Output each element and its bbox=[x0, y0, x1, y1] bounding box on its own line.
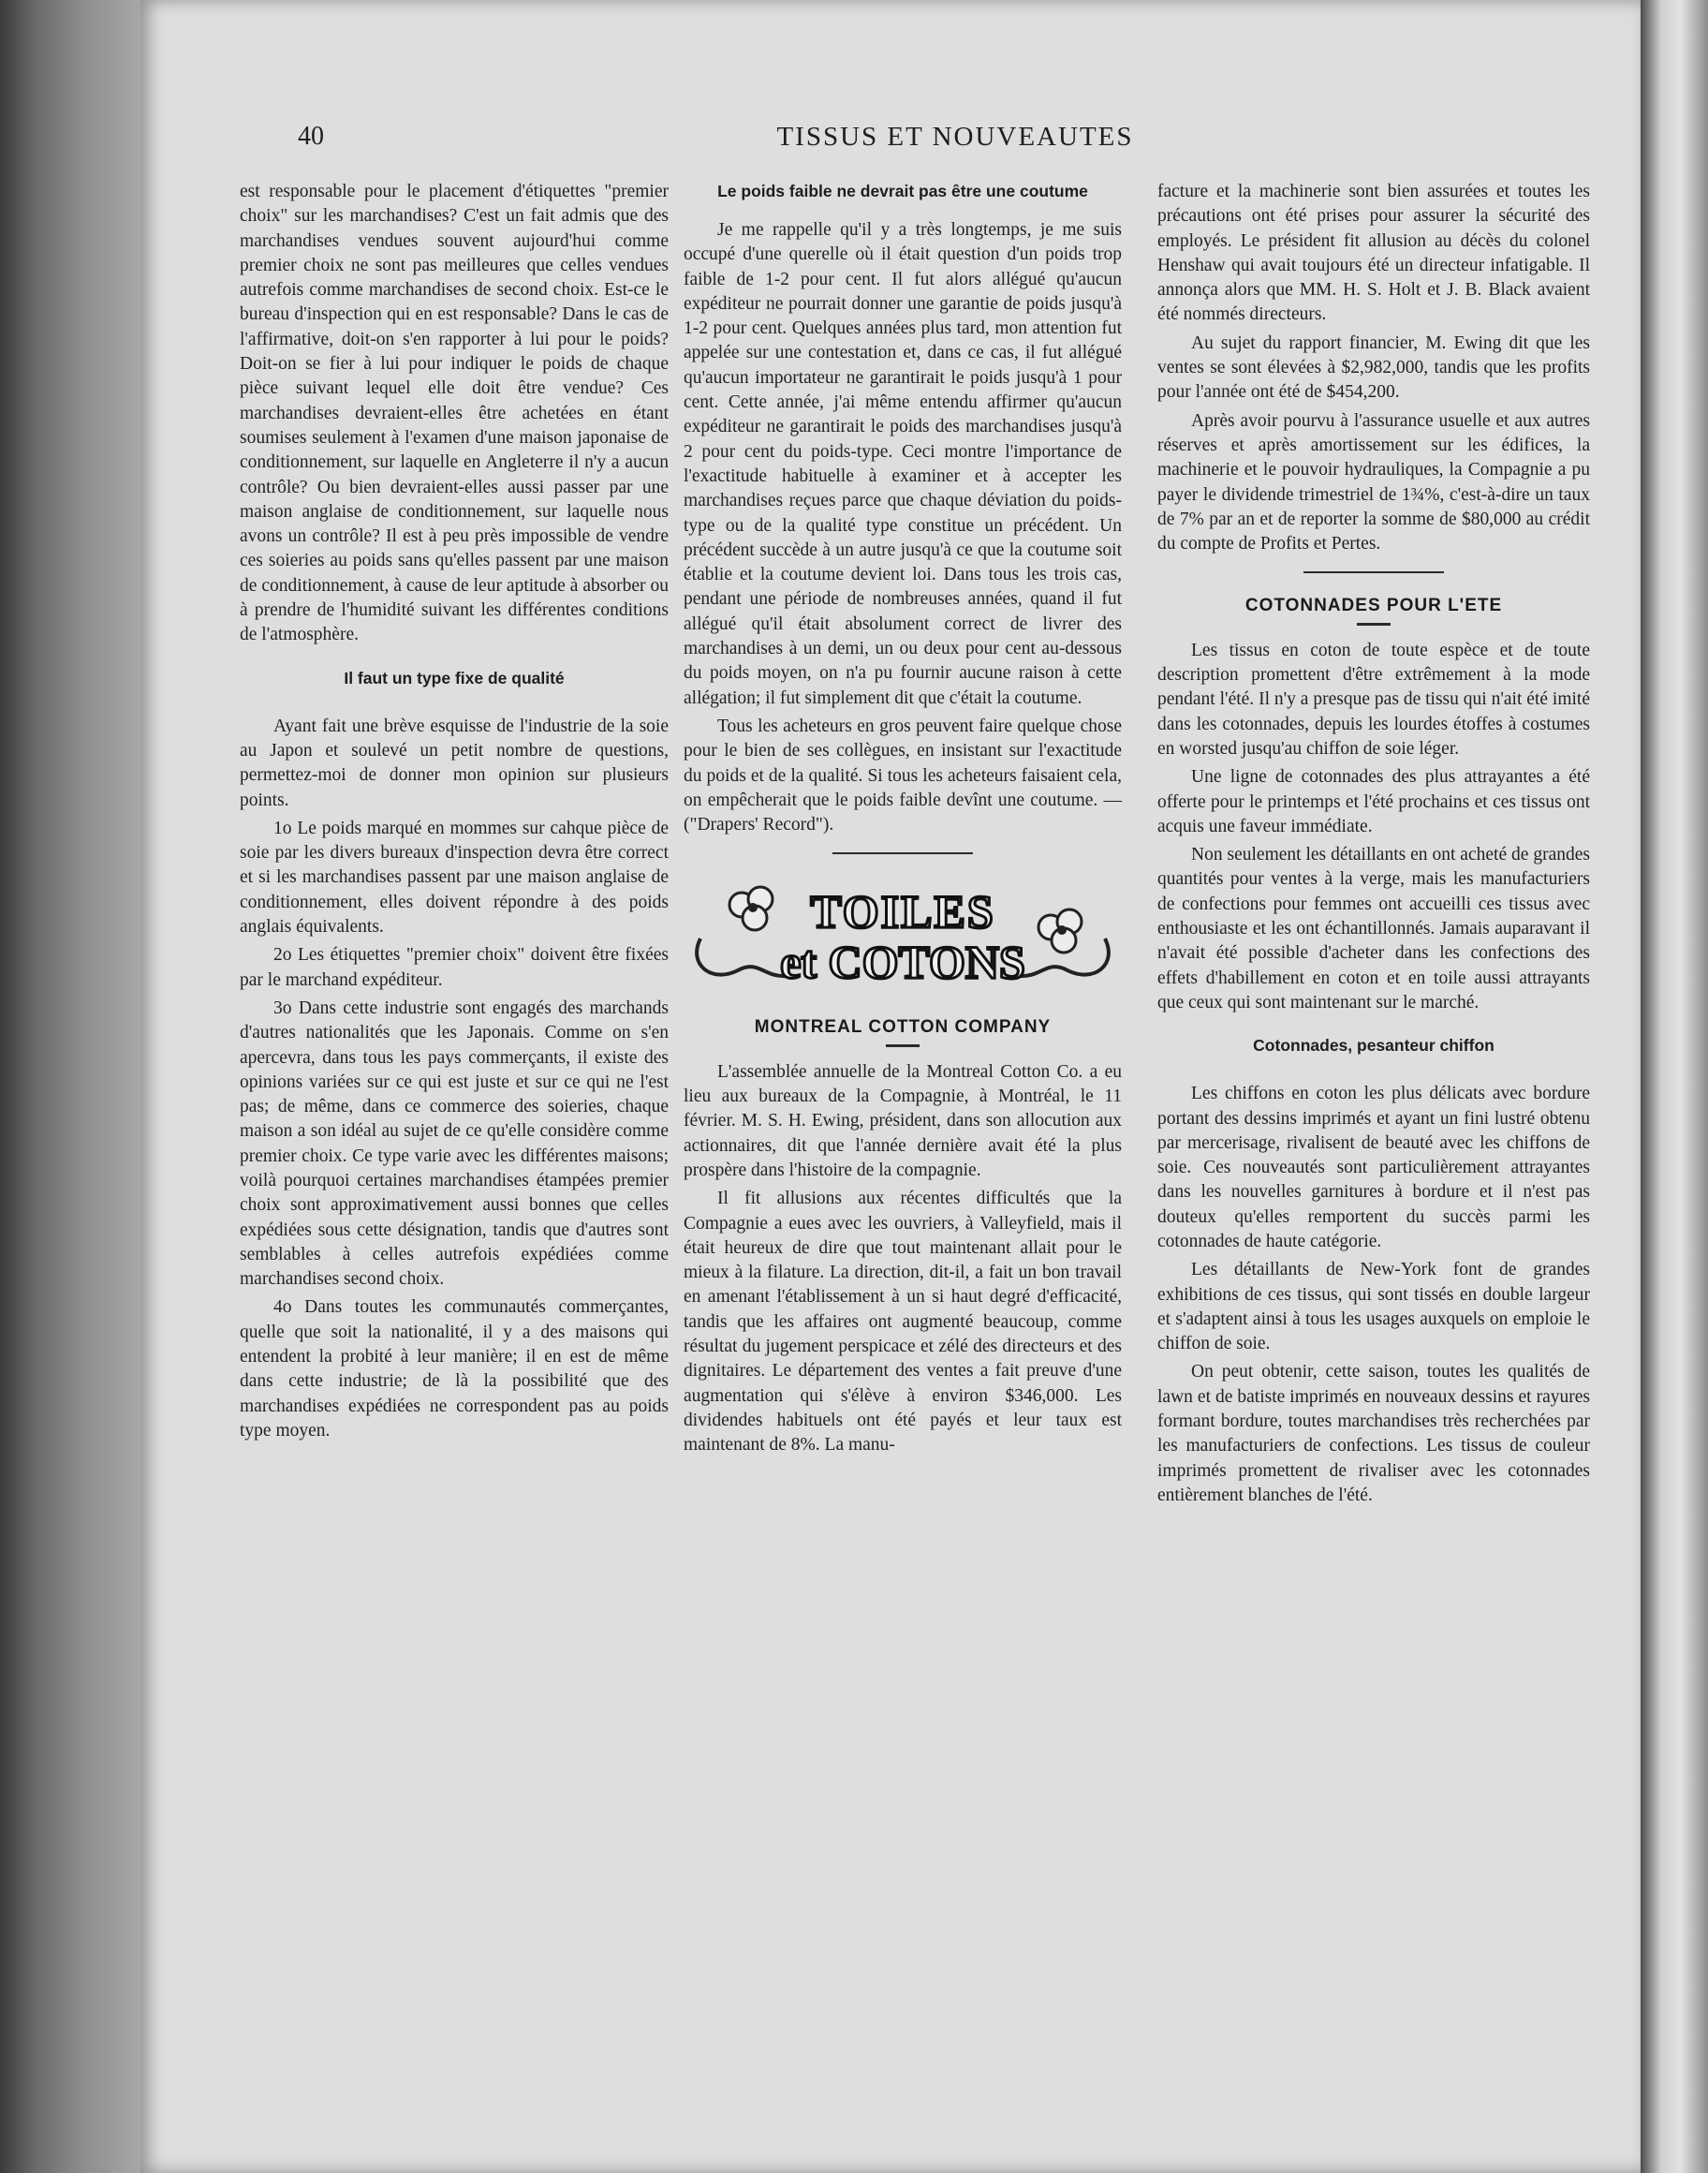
subheading: Il faut un type fixe de qualité bbox=[344, 668, 565, 687]
column-1 bbox=[240, 180, 669, 1447]
paragraph: facture et la machinerie sont bien assurées et toutes les précautions ont été prises pour assurer la sécurité des employés. Le président fit allusion au décès du colonel Henshaw qui avait toujours été un directeur infatigable. Il annonça alors que MM. H. S. Holt et J. B. Black avaient été nommés directeurs. bbox=[1157, 182, 1590, 325]
flower-icon bbox=[1038, 909, 1082, 953]
toiles-et-cotons-banner bbox=[684, 873, 1122, 995]
book-binding-left bbox=[0, 0, 140, 2173]
paragraph: Ayant fait une brève esquisse de l'industrie de la soie au Japon et soulevé un petit nombre de questions, permettez-moi de donner mon opinion sur plusieurs points. bbox=[240, 716, 669, 810]
paragraph: L'assemblée annuelle de la Montreal Cotton Co. a eu lieu aux bureaux de la Compagnie, à Montréal, le 11 février. M. S. H. Ewing, président, dans son allocution aux actionnaires, dit que l'année dernière avait été la plus prospère dans l'histoire de la compagnie. bbox=[684, 1061, 1122, 1180]
paragraph: 2o Les étiquettes "premier choix" doivent être fixées par le marchand expéditeur. bbox=[240, 945, 669, 990]
title-dash bbox=[1357, 623, 1391, 626]
paragraph: est responsable pour le placement d'étiquettes "premier choix" sur les marchandises? C'est un fait admis que des marchandises vendues souvent aujourd'hui comme premier choix ne sont pas meilleures que celles vendues autrefois comme marchandises de second choix. Est-ce le bureau d'inspection qui en est responsable? Dans le cas de l'affirmative, doit-on s'en rapporter à lui pour le poids? Doit-on se fier à lui pour indiquer le poids de chaque pièce suivant lequel elle doit être vendue? Ces marchandises devraient-elles être achetées en étant soumises seulement à l'examen d'une maison japonaise de conditionnement, sur laquelle en Angleterre il n'y a aucun contrôle? Ou bien devraient-elles aussi passer par une maison anglaise de conditionnement, sur laquelle nous avons un contrôle? Il est à peu près impossible de vendre ces soieries au poids sans qu'elles passent par une maison de conditionnement, à cause de leur aptitude à absorber ou à prendre de l'humidité suivant les différentes conditions de l'atmosphère. bbox=[240, 182, 669, 645]
journal-title: TISSUS ET NOUVEAUTES bbox=[776, 122, 1134, 152]
paragraph: 1o Le poids marqué en mommes sur cahque pièce de soie par les divers bureaux d'inspection devra être correct et si les marchandises passent par une maison anglaise de conditionnement, elles doivent répondre à des poids anglais équivalents. bbox=[240, 818, 669, 938]
paragraph: 3o Dans cette industrie sont engagés des marchands d'autres nationalités que les Japonais. Comme on s'en apercevra, dans tous les pays commerçants, il existe des opinions variées sur ce qui est juste et sur ce qui ne l'est pas; de même, dans ce commerce des soieries, chaque maison a son idéal au sujet de ce qu'elle considère comme premier choix. Ce type varie avec les différentes maisons; voilà pourquoi certaines marchandises étampées premier choix sont approximativement aussi bonnes que celles expédiées sous cette désignation, tandis que d'autres sont semblables à celles autrefois expédiées comme marchandises second choix. bbox=[240, 998, 669, 1290]
paragraph: Au sujet du rapport financier, M. Ewing dit que les ventes se sont élevées à $2,982,000, tandis que les profits pour l'année ont été de $454,200. bbox=[1157, 333, 1590, 403]
column-2 bbox=[684, 180, 1122, 1461]
paragraph: Les chiffons en coton les plus délicats avec bordure portant des dessins imprimés et ayant un fini lustré obtenu par mercerisage, rivalisent de beauté avec les chiffons de soie. Ces nouveautés sont particulièrement attrayantes dans les nouvelles garnitures à bordure et il n'est pas douteux qu'elles remportent du succès parmi les cotonnades de haute catégorie. bbox=[1157, 1084, 1590, 1251]
paragraph: Tous les acheteurs en gros peuvent faire quelque chose pour le bien de ses collègues, en insistant sur l'exactitude du poids et de la qualité. Si tous les acheteurs faisaient cela, on empêcherait que le poids faible devînt une coutume. — ("Drapers' Record"). bbox=[684, 716, 1122, 835]
paragraph: Il fit allusions aux récentes difficultés que la Compagnie a eues avec les ouvriers, à Valleyfield, mais il était heureux de dire que tout maintenant allait pour le mieux à la filature. La direction, dit-il, a fait un bon travail en amenant l'établissement à un si haut degré d'efficacité, tandis que les affaires ont augmenté beaucoup, comme résultat du jugement perspicace et zélé des directeurs et des dignitaires. Le département des ventes a fait preuve d'une augmentation qui s'élève à environ $346,000. Les dividendes habituels ont été payés et leur taux est maintenant de 8%. La manu- bbox=[684, 1189, 1122, 1456]
paragraph: Je me rappelle qu'il y a très longtemps, je me suis occupé d'une querelle où il était question d'un poids trop faible de 1-2 pour cent. Il fut alors allégué qu'aucun expéditeur ne pourrait donner une garantie de poids jusqu'à 1-2 pour cent. Quelques années plus tard, mon attention fut appelée sur une contestation et, dans ce cas, il fut allégué qu'aucun importateur ne garantirait le poids jusqu'à 1 pour cent. Cette année, j'ai même entendu affirmer qu'aucun expéditeur ne garantirait le poids des marchandises jusqu'à 2 pour cent du poids-type. Ceci montre l'importance de l'exactitude habituelle à examiner et à accepter les marchandises reçues parce que chaque déviation du poids-type ou de la qualité type constitue un précédent. Un précédent succède à un autre jusqu'à ce que la coutume soit établie et la coutume devient loi. Dans tous les trois cas, pendant une période de nombreuses années, quand il fut allégué qu'il était absolument correct de livrer des marchandises à un demi, un ou deux pour cent au-dessous du poids moyen, on n'a pu fournir aucune raison à cette allégation; il fut simplement dit que c'était la coutume. bbox=[684, 220, 1122, 708]
paragraph: 4o Dans toutes les communautés commerçantes, quelle que soit la nationalité, il y a des maisons qui entendent la probité à leur manière; il en est de même dans cette industrie; de là la possibilité que des marchandises expédiées ne correspondent pas au poids type moyen. bbox=[240, 1297, 669, 1441]
magazine-page bbox=[140, 0, 1641, 2173]
column-3 bbox=[1157, 180, 1590, 1512]
section-rule bbox=[1303, 571, 1444, 573]
banner-line-2: et COTONS bbox=[780, 936, 1025, 989]
paragraph: Après avoir pourvu à l'assurance usuelle et aux autres réserves et après amortissement sur les édifices, la machinerie et le pouvoir hydrauliques, la Compagnie a pu payer le dividende trimestriel de 1¾%, c'est-à-dire un taux de 7% par an et de reporter la somme de $80,000 au crédit du compte de Profits et Pertes. bbox=[1157, 410, 1590, 554]
section-rule bbox=[832, 852, 973, 854]
subheading: Le poids faible ne devrait pas être une coutume bbox=[717, 182, 1088, 200]
section-title: COTONNADES POUR L'ETE bbox=[1244, 596, 1503, 616]
paragraph: Les tissus en coton de toute espèce et de toute description promettent d'être extrêmement à la mode pendant l'été. Il n'y a presque pas de tissu qui n'ait été imité dans les cotonnades, depuis les lourdes étoffes à costumes en worsted jusqu'au chiffon de soie léger. bbox=[1157, 640, 1590, 759]
banner-line-1: TOILES bbox=[810, 885, 995, 939]
book-page-edge-right bbox=[1641, 0, 1708, 2173]
banner-art bbox=[684, 873, 1122, 995]
subheading: Cotonnades, pesanteur chiffon bbox=[1253, 1036, 1494, 1056]
flower-icon bbox=[729, 887, 773, 930]
paragraph: Les détaillants de New-York font de grandes exhibitions de ces tissus, qui sont tissés en double largeur et s'adaptent ainsi à tous les usages auxquels on emploie le chiffon de soie. bbox=[1157, 1260, 1590, 1354]
paragraph: Non seulement les détaillants en ont acheté de grandes quantités pour ventes à la verge, mais les manufacturiers de confections pour femmes ont accueilli ces tissus avec enthousiaste et les ont échantillonnés. Jamais auparavant il n'avait été possible d'acheter dans les confections des effets d'habillement en coton et en toile aussi attrayants que ceux qui sont maintenant sur le marché. bbox=[1157, 845, 1590, 1013]
page-number: 40 bbox=[298, 122, 324, 151]
title-dash bbox=[886, 1044, 920, 1047]
running-head bbox=[298, 122, 1612, 159]
paragraph: Une ligne de cotonnades des plus attrayantes a été offerte pour le printemps et l'été prochains et ces tissus ont acquis une faveur immédiate. bbox=[1157, 767, 1590, 836]
paragraph: On peut obtenir, cette saison, toutes les qualités de lawn et de batiste imprimés en nouveaux dessins et rayures formant bordure, toutes marchandises très recherchées par les manufacturiers de confections. Les tissus de couleur imprimés promettent de rivaliser avec les cotonnades entièrement blanches de l'été. bbox=[1157, 1362, 1590, 1505]
section-title: MONTREAL COTTON COMPANY bbox=[754, 1017, 1052, 1038]
